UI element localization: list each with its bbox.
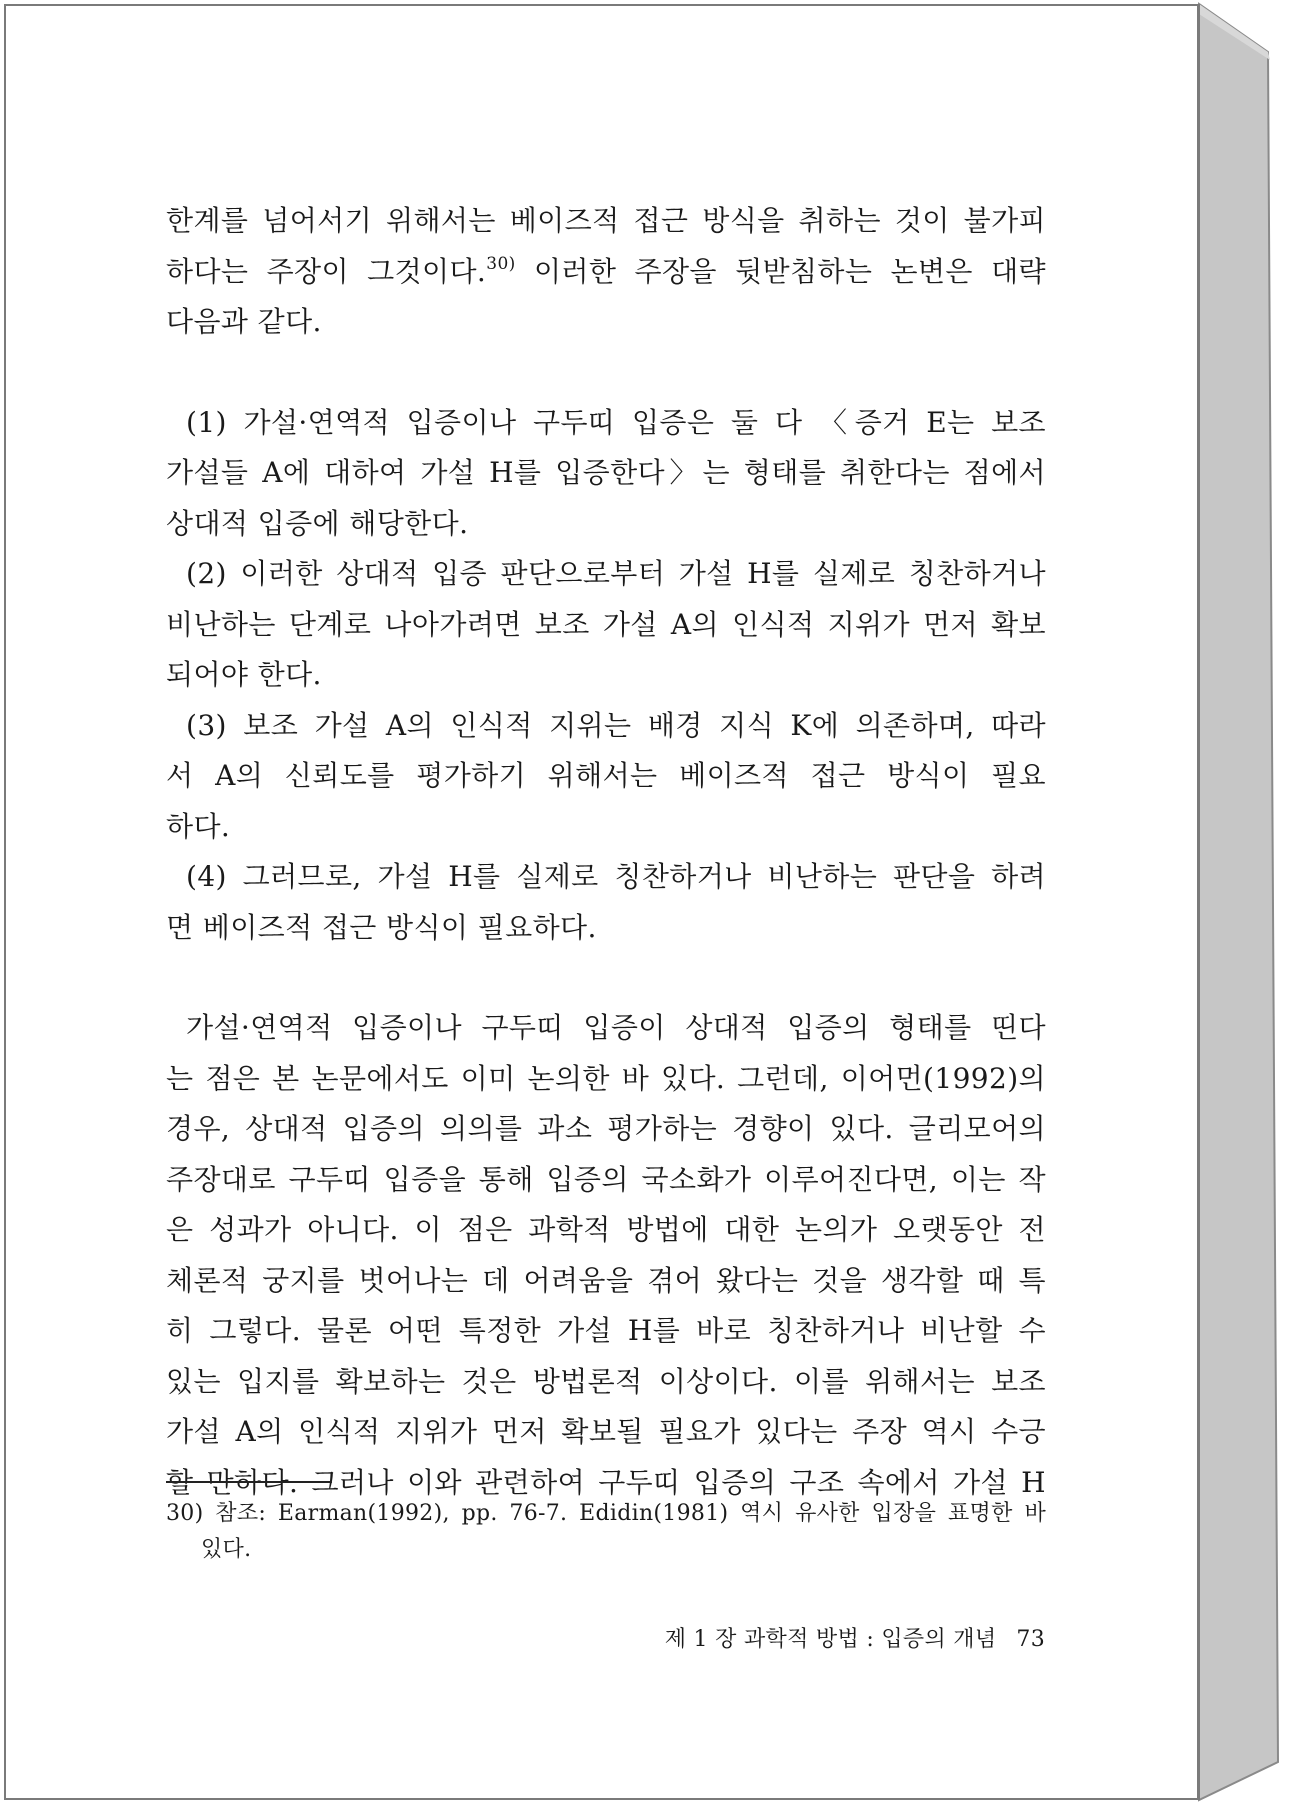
footnote-line: 있다. <box>201 1537 252 1562</box>
paragraph-line: 가설·연역적 입증이나 구두띠 입증이 상대적 입증의 형태를 띤다 <box>186 1011 1046 1044</box>
paragraph-line: 가설 A의 인식적 지위가 먼저 확보될 필요가 있다는 주장 역시 수긍 <box>166 1415 1046 1448</box>
page-body <box>166 196 1046 1508</box>
page-number: 73 <box>1016 1627 1045 1652</box>
list-item-4: (4) 그러므로, 가설 H를 실제로 칭찬하거나 비난하는 판단을 하려 <box>186 860 1046 893</box>
list-line: 가설들 A에 대하여 가설 H를 입증한다〉는 형태를 취한다는 점에서 <box>166 456 1046 489</box>
list-item-1: (1) 가설·연역적 입증이나 구두띠 입증은 둘 다 〈증거 E는 보조 <box>186 405 1046 439</box>
list-line: 면 베이즈적 접근 방식이 필요하다. <box>166 910 597 944</box>
paragraph-line: 있는 입지를 확보하는 것은 방법론적 이상이다. 이를 위해서는 보조 <box>166 1364 1046 1398</box>
paragraph-line: 는 점은 본 논문에서도 이미 논의한 바 있다. 그런데, 이어먼(1992)의 <box>166 1061 1046 1095</box>
list-line: 하다. <box>166 809 231 843</box>
body-text: 이러한 주장을 뒷받침하는 논변은 대략 <box>533 254 1046 288</box>
chapter-title: 제 1 장 과학적 방법 : 입증의 개념 <box>664 1627 997 1652</box>
paragraph-line: 경우, 상대적 입증의 의의를 과소 평가하는 경향이 있다. 글리모어의 <box>166 1112 1046 1145</box>
list-line: 비난하는 단계로 나아가려면 보조 가설 A의 인식적 지위가 먼저 확보 <box>166 607 1046 641</box>
list-line: 되어야 한다. <box>166 658 322 691</box>
paragraph-line: 할 만하다. 그러나 이와 관련하여 구두띠 입증의 구조 속에서 가설 H <box>166 1465 1046 1499</box>
list-line: 서 A의 신뢰도를 평가하기 위해서는 베이즈적 접근 방식이 필요 <box>166 759 1046 792</box>
running-footer <box>665 1622 1045 1653</box>
body-line: 한계를 넘어서기 위해서는 베이즈적 접근 방식을 취하는 것이 불가피 <box>166 204 1046 237</box>
paragraph-line: 은 성과가 아니다. 이 점은 과학적 방법에 대한 논의가 오랫동안 전 <box>166 1213 1046 1246</box>
body-line-with-footnote <box>166 247 1046 298</box>
paragraph-line: 히 그렇다. 물론 어떤 특정한 가설 H를 바로 칭찬하거나 비난할 수 <box>166 1314 1046 1347</box>
footnote-reference[interactable]: 30) <box>486 253 516 274</box>
body-line: 다음과 같다. <box>166 305 322 338</box>
body-text: 하다는 주장이 그것이다. <box>166 254 487 288</box>
paragraph-line: 체론적 궁지를 벗어나는 데 어려움을 겪어 왔다는 것을 생각할 때 특 <box>166 1263 1046 1297</box>
paragraph-line: 주장대로 구두띠 입증을 통해 입증의 국소화가 이루어진다면, 이는 작 <box>166 1162 1046 1196</box>
footnote-line: 30) 참조: Earman(1992), pp. 76-7. Edidin(1981) 역시 유사한 입장을 표명한 바 <box>166 1501 1046 1526</box>
list-item-3: (3) 보조 가설 A의 인식적 지위는 배경 지식 K에 의존하며, 따라 <box>186 708 1046 742</box>
footnote <box>166 1496 1046 1568</box>
list-item-2: (2) 이러한 상대적 입증 판단으로부터 가설 H를 실제로 칭찬하거나 <box>186 557 1046 590</box>
list-line: 상대적 입증에 해당한다. <box>166 506 469 540</box>
footnote-divider <box>166 1481 332 1483</box>
